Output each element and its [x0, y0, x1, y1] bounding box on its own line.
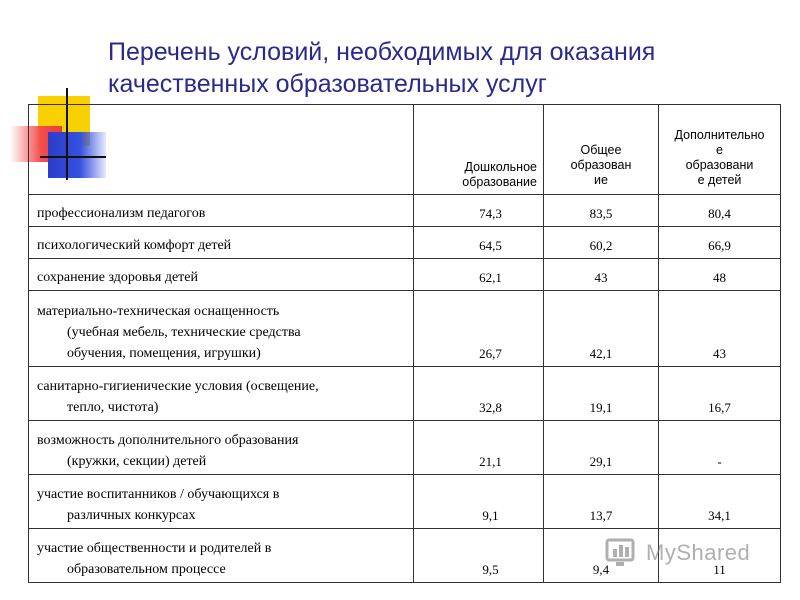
- table-row: [29, 475, 781, 529]
- row-label-line: психологический комфорт детей: [37, 238, 232, 253]
- value-additional: 48: [659, 259, 781, 291]
- header-line: Дошкольное: [464, 160, 537, 174]
- title-line-2: качественных образовательных услуг: [108, 70, 547, 98]
- value-general: 13,7: [544, 475, 659, 529]
- value-additional: 34,1: [659, 475, 781, 529]
- watermark: [604, 534, 774, 574]
- table-row: [29, 291, 781, 367]
- header-general: [544, 105, 659, 195]
- table-row: [29, 421, 781, 475]
- value-additional: 43: [659, 291, 781, 367]
- value-preschool: 62,1: [414, 259, 544, 291]
- value-general: 42,1: [544, 291, 659, 367]
- row-label-line: участие общественности и родителей в: [37, 541, 272, 556]
- row-label-line: профессионализм педагогов: [37, 206, 206, 221]
- row-label-line: тепло, чистота): [67, 400, 159, 415]
- header-line: Дополнительно: [674, 128, 765, 142]
- header-additional: [659, 105, 781, 195]
- title-line-1: Перечень условий, необходимых для оказания: [108, 38, 656, 66]
- row-label-line: материально-техническая оснащенность: [37, 304, 280, 319]
- myshared-logo-icon: [604, 536, 640, 570]
- header-line: ие: [594, 173, 608, 187]
- value-preschool: 32,8: [414, 367, 544, 421]
- table-row: [29, 367, 781, 421]
- value-general: 83,5: [544, 195, 659, 227]
- slide-title: [108, 36, 788, 100]
- row-label-line: обучения, помещения, игрушки): [67, 346, 261, 361]
- row-label-line: возможность дополнительного образования: [37, 433, 299, 448]
- row-label: [29, 475, 414, 529]
- row-label-line: (кружки, секции) детей: [67, 454, 207, 469]
- row-label: [29, 529, 414, 583]
- header-line: е: [716, 143, 723, 157]
- header-line: образовани: [685, 158, 754, 172]
- value-preschool: 9,1: [414, 475, 544, 529]
- watermark-text: MyShared: [646, 540, 751, 565]
- row-label: [29, 227, 414, 259]
- value-preschool: 64,5: [414, 227, 544, 259]
- row-label-line: различных конкурсах: [67, 508, 196, 523]
- value-general: 29,1: [544, 421, 659, 475]
- row-label: [29, 259, 414, 291]
- value-preschool: 26,7: [414, 291, 544, 367]
- value-preschool: 74,3: [414, 195, 544, 227]
- header-line: е детей: [697, 173, 742, 187]
- header-line: образован: [570, 158, 632, 172]
- value-additional: 66,9: [659, 227, 781, 259]
- table-header-row: [29, 105, 781, 195]
- conditions-table: [28, 104, 781, 583]
- row-label-line: санитарно-гигиенические условия (освещение,: [37, 379, 319, 394]
- value-general: 43: [544, 259, 659, 291]
- value-preschool: 9,5: [414, 529, 544, 583]
- value-additional: 80,4: [659, 195, 781, 227]
- value-general: 9,4: [544, 529, 659, 583]
- value-additional: 16,7: [659, 367, 781, 421]
- value-preschool: 21,1: [414, 421, 544, 475]
- table-row: [29, 227, 781, 259]
- value-additional: -: [659, 421, 781, 475]
- value-general: 60,2: [544, 227, 659, 259]
- row-label-line: (учебная мебель, технические средства: [67, 325, 301, 340]
- value-additional: 11: [659, 529, 781, 583]
- row-label: [29, 195, 414, 227]
- row-label-line: образовательном процессе: [67, 562, 226, 577]
- row-label-line: сохранение здоровья детей: [37, 270, 198, 285]
- header-empty-cell: [29, 105, 414, 195]
- table-row: [29, 259, 781, 291]
- table-row: [29, 195, 781, 227]
- header-line: образование: [462, 175, 537, 189]
- row-label: [29, 421, 414, 475]
- row-label-line: участие воспитанников / обучающихся в: [37, 487, 280, 502]
- header-preschool: [414, 105, 544, 195]
- row-label: [29, 367, 414, 421]
- row-label: [29, 291, 414, 367]
- header-line: Общее: [580, 143, 622, 157]
- value-general: 19,1: [544, 367, 659, 421]
